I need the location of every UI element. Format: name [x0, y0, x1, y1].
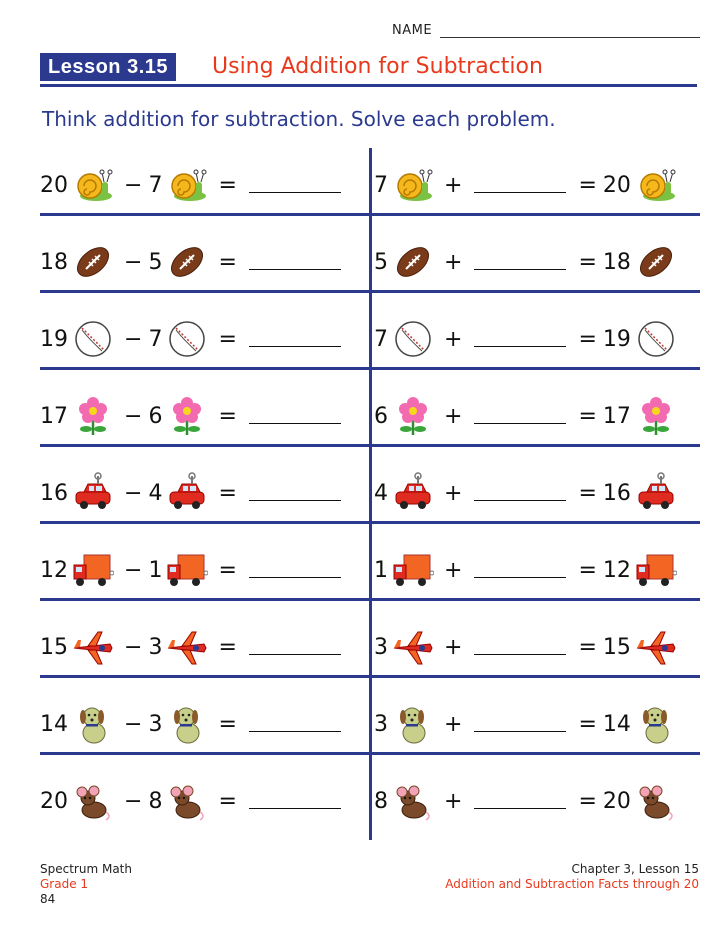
lesson-title: Using Addition for Subtraction — [212, 54, 543, 79]
toy-truck-icon — [392, 549, 434, 591]
equals-sign: = — [578, 480, 597, 506]
dog-icon — [392, 703, 434, 745]
minuend: 14 — [40, 711, 68, 737]
series-name: Spectrum Math — [40, 862, 132, 876]
subtrahend: 6 — [148, 403, 163, 429]
equals-sign: = — [578, 403, 597, 429]
instructions: Think addition for subtraction. Solve each problem. — [42, 107, 556, 131]
equals-sign: = — [218, 403, 237, 429]
snail-icon — [72, 164, 114, 206]
addition-problem — [374, 302, 700, 376]
addition-problem — [374, 148, 700, 222]
baseball-icon — [72, 318, 114, 360]
subtraction-problem — [40, 533, 366, 607]
mouse-icon — [392, 780, 434, 822]
difference-answer-blank[interactable] — [249, 409, 341, 424]
dog-icon — [635, 703, 677, 745]
row-divider — [40, 213, 700, 216]
subtraction-problem — [40, 687, 366, 761]
plus-sign: + — [444, 172, 463, 198]
missing-addend-blank[interactable] — [474, 640, 566, 655]
lesson-badge: Lesson 3.15 — [40, 53, 176, 81]
subtrahend: 5 — [148, 249, 163, 275]
row-divider — [40, 521, 700, 524]
subtraction-problem — [40, 610, 366, 684]
minus-sign: − — [124, 403, 143, 429]
page-number: 84 — [40, 892, 56, 906]
equals-sign: = — [218, 249, 237, 275]
football-icon — [166, 241, 208, 283]
baseball-icon — [392, 318, 434, 360]
difference-answer-blank[interactable] — [249, 486, 341, 501]
toy-car-icon — [166, 472, 208, 514]
addition-problem — [374, 379, 700, 453]
plus-sign: + — [444, 480, 463, 506]
addition-problem — [374, 610, 700, 684]
toy-car-icon — [392, 472, 434, 514]
plus-sign: + — [444, 557, 463, 583]
minuend: 20 — [40, 172, 68, 198]
equals-sign: = — [218, 788, 237, 814]
plus-sign: + — [444, 249, 463, 275]
minus-sign: − — [124, 788, 143, 814]
snail-icon — [635, 164, 677, 206]
minuend: 20 — [40, 788, 68, 814]
sum: 20 — [602, 788, 631, 814]
subtrahend: 4 — [148, 480, 163, 506]
problem-row — [40, 148, 700, 222]
mouse-icon — [635, 780, 677, 822]
minuend: 15 — [40, 634, 68, 660]
footer-left — [40, 862, 132, 907]
equals-sign: = — [218, 326, 237, 352]
mouse-icon — [166, 780, 208, 822]
addend: 7 — [374, 172, 388, 198]
lesson-rule — [40, 84, 697, 87]
addition-problem — [374, 533, 700, 607]
missing-addend-blank[interactable] — [474, 794, 566, 809]
subtrahend: 3 — [148, 711, 163, 737]
sum: 20 — [602, 172, 631, 198]
plus-sign: + — [444, 788, 463, 814]
equals-sign: = — [578, 557, 597, 583]
minus-sign: − — [124, 480, 143, 506]
lesson-header — [40, 53, 697, 85]
grade-label: Grade 1 — [40, 877, 89, 891]
toy-truck-icon — [166, 549, 208, 591]
toy-car-icon — [72, 472, 114, 514]
row-divider — [40, 290, 700, 293]
dog-icon — [72, 703, 114, 745]
equals-sign: = — [218, 172, 237, 198]
football-icon — [635, 241, 677, 283]
subtrahend: 3 — [148, 634, 163, 660]
addend: 7 — [374, 326, 388, 352]
addition-problem — [374, 764, 700, 838]
row-divider — [40, 752, 700, 755]
equals-sign: = — [218, 480, 237, 506]
difference-answer-blank[interactable] — [249, 178, 341, 193]
flower-icon — [72, 395, 114, 437]
equals-sign: = — [578, 326, 597, 352]
snail-icon — [392, 164, 434, 206]
subtrahend: 1 — [148, 557, 163, 583]
sum: 18 — [602, 249, 631, 275]
name-field[interactable] — [392, 22, 702, 42]
minus-sign: − — [124, 634, 143, 660]
minus-sign: − — [124, 711, 143, 737]
row-divider — [40, 675, 700, 678]
equals-sign: = — [578, 788, 597, 814]
baseball-icon — [635, 318, 677, 360]
addend: 4 — [374, 480, 388, 506]
difference-answer-blank[interactable] — [249, 640, 341, 655]
dog-icon — [166, 703, 208, 745]
airplane-icon — [72, 626, 114, 668]
row-divider — [40, 444, 700, 447]
topic-label: Addition and Subtraction Facts through 20 — [445, 877, 699, 891]
equals-sign: = — [218, 634, 237, 660]
flower-icon — [166, 395, 208, 437]
toy-truck-icon — [72, 549, 114, 591]
football-icon — [392, 241, 434, 283]
equals-sign: = — [578, 249, 597, 275]
subtrahend: 8 — [148, 788, 163, 814]
missing-addend-blank[interactable] — [474, 486, 566, 501]
name-label: NAME — [392, 23, 433, 38]
plus-sign: + — [444, 711, 463, 737]
equals-sign: = — [578, 172, 597, 198]
addition-problem — [374, 225, 700, 299]
plus-sign: + — [444, 326, 463, 352]
airplane-icon — [635, 626, 677, 668]
subtraction-problem — [40, 456, 366, 530]
problem-row — [40, 456, 700, 530]
addend: 8 — [374, 788, 388, 814]
sum: 12 — [602, 557, 631, 583]
baseball-icon — [166, 318, 208, 360]
difference-answer-blank[interactable] — [249, 717, 341, 732]
missing-addend-blank[interactable] — [474, 563, 566, 578]
sum: 15 — [602, 634, 631, 660]
footer-right — [445, 862, 699, 892]
difference-answer-blank[interactable] — [249, 255, 341, 270]
subtrahend: 7 — [148, 326, 163, 352]
problem-row — [40, 687, 700, 761]
minuend: 18 — [40, 249, 68, 275]
flower-icon — [392, 395, 434, 437]
flower-icon — [635, 395, 677, 437]
sum: 16 — [602, 480, 631, 506]
addend: 3 — [374, 711, 388, 737]
mouse-icon — [72, 780, 114, 822]
sum: 14 — [602, 711, 631, 737]
problem-grid — [40, 148, 700, 840]
minuend: 17 — [40, 403, 68, 429]
airplane-icon — [166, 626, 208, 668]
toy-car-icon — [635, 472, 677, 514]
sum: 19 — [602, 326, 631, 352]
subtraction-problem — [40, 302, 366, 376]
row-divider — [40, 367, 700, 370]
missing-addend-blank[interactable] — [474, 717, 566, 732]
football-icon — [72, 241, 114, 283]
missing-addend-blank[interactable] — [474, 332, 566, 347]
minuend: 19 — [40, 326, 68, 352]
sum: 17 — [602, 403, 631, 429]
missing-addend-blank[interactable] — [474, 178, 566, 193]
problem-row — [40, 533, 700, 607]
row-divider — [40, 598, 700, 601]
subtrahend: 7 — [148, 172, 163, 198]
addend: 1 — [374, 557, 388, 583]
missing-addend-blank[interactable] — [474, 409, 566, 424]
chapter-label: Chapter 3, Lesson 15 — [571, 862, 699, 876]
minuend: 12 — [40, 557, 68, 583]
plus-sign: + — [444, 634, 463, 660]
problem-row — [40, 302, 700, 376]
addend: 3 — [374, 634, 388, 660]
equals-sign: = — [578, 711, 597, 737]
minus-sign: − — [124, 249, 143, 275]
difference-answer-blank[interactable] — [249, 563, 341, 578]
difference-answer-blank[interactable] — [249, 332, 341, 347]
subtraction-problem — [40, 764, 366, 838]
subtraction-problem — [40, 379, 366, 453]
minuend: 16 — [40, 480, 68, 506]
addend: 6 — [374, 403, 388, 429]
problem-row — [40, 225, 700, 299]
minus-sign: − — [124, 172, 143, 198]
toy-truck-icon — [635, 549, 677, 591]
difference-answer-blank[interactable] — [249, 794, 341, 809]
plus-sign: + — [444, 403, 463, 429]
name-line[interactable] — [440, 37, 700, 38]
problem-row — [40, 764, 700, 838]
minus-sign: − — [124, 326, 143, 352]
equals-sign: = — [218, 711, 237, 737]
subtraction-problem — [40, 148, 366, 222]
addend: 5 — [374, 249, 388, 275]
equals-sign: = — [218, 557, 237, 583]
addition-problem — [374, 456, 700, 530]
minus-sign: − — [124, 557, 143, 583]
equals-sign: = — [578, 634, 597, 660]
problem-row — [40, 379, 700, 453]
missing-addend-blank[interactable] — [474, 255, 566, 270]
problem-row — [40, 610, 700, 684]
addition-problem — [374, 687, 700, 761]
airplane-icon — [392, 626, 434, 668]
snail-icon — [166, 164, 208, 206]
subtraction-problem — [40, 225, 366, 299]
